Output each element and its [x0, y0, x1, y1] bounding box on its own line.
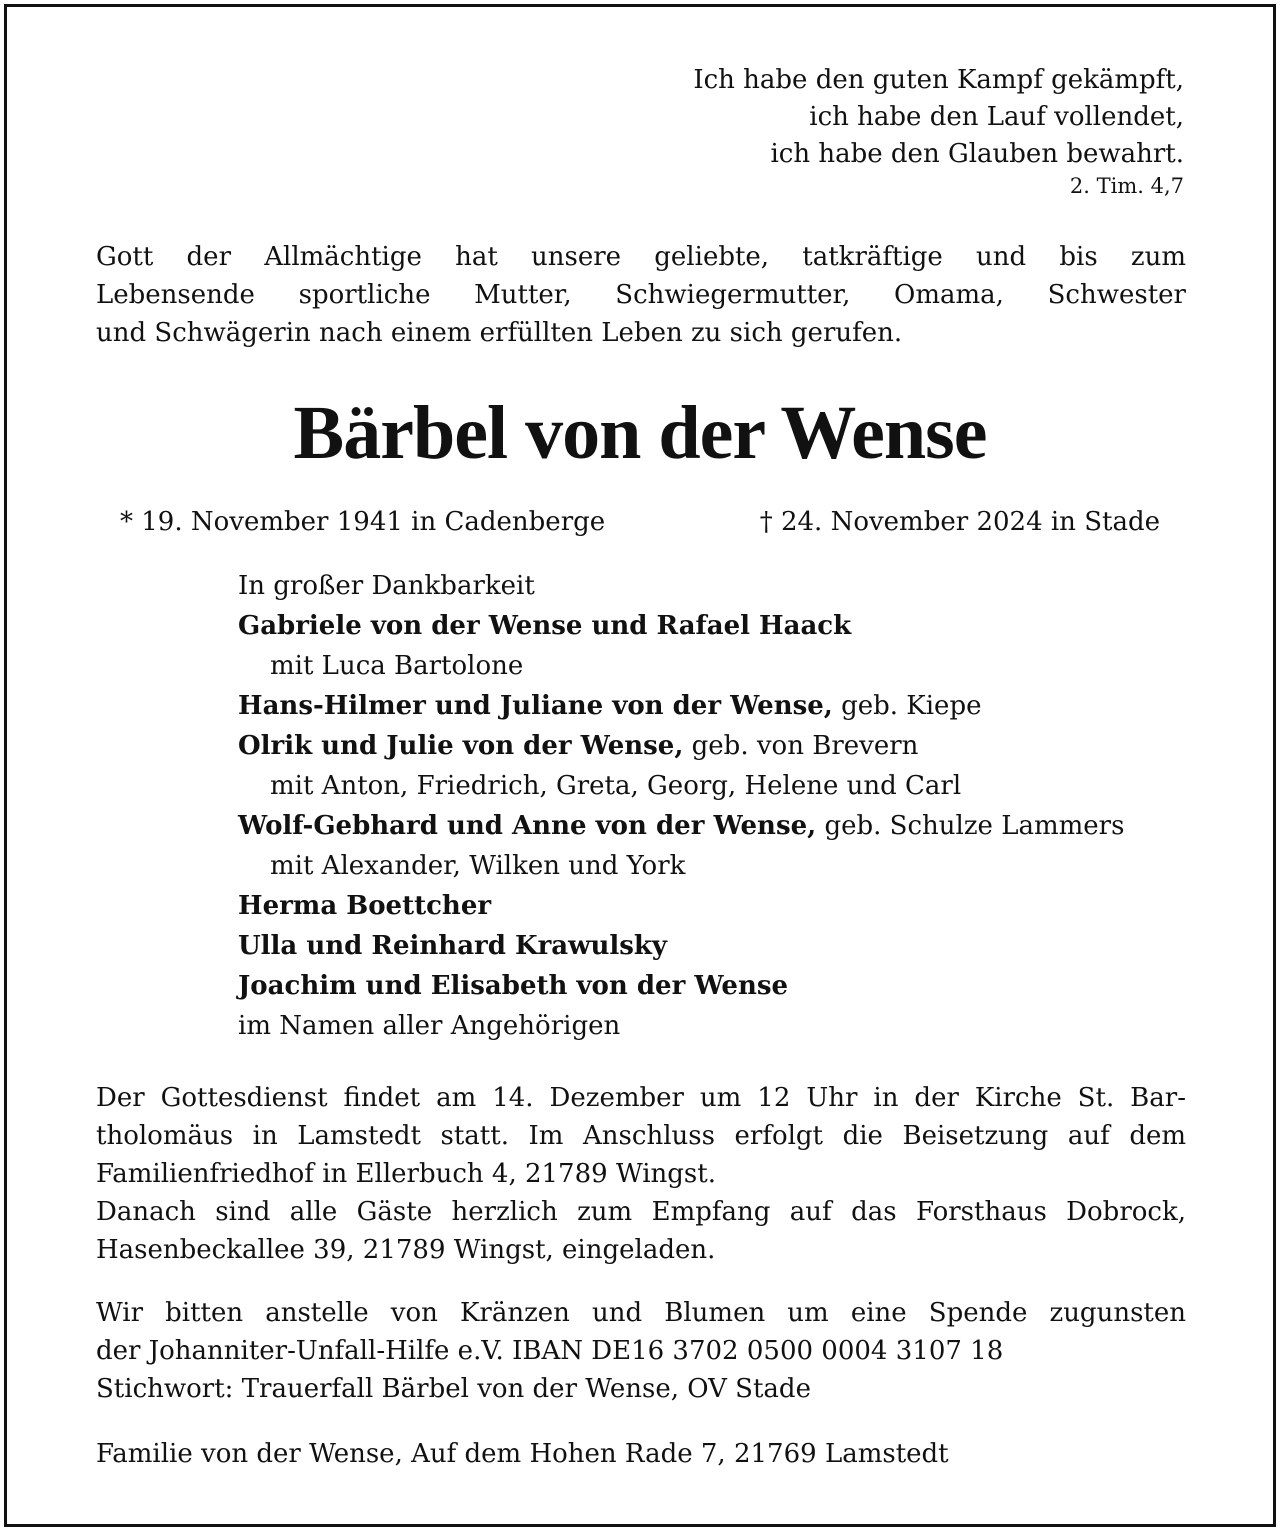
- intro-line: Lebensende sportliche Mutter, Schwiegermutter, Omama, Schwester: [96, 280, 1186, 310]
- mourner-children-line: mit Alexander, Wilken und York: [270, 851, 686, 881]
- service-line: Familienfriedhof in Ellerbuch 4, 21789 Wingst.: [96, 1159, 716, 1189]
- service-line: Danach sind alle Gäste herzlich zum Empfang auf das Forsthaus Dobrock,: [96, 1197, 1186, 1227]
- mourners-closing: im Namen aller Angehörigen: [238, 1011, 621, 1041]
- mourner-entry: [238, 886, 1124, 926]
- death-date: † 24. November 2024 in Stade: [759, 507, 1160, 537]
- mourner-entry: [238, 606, 1124, 646]
- verse-line: ich habe den Glauben bewahrt.: [770, 139, 1184, 169]
- mourners-list: [238, 566, 1124, 1046]
- intro-line: Gott der Allmächtige hat unsere geliebte, tatkräftige und bis zum: [96, 242, 1186, 272]
- verse-reference: 2. Tim. 4,7: [1069, 174, 1184, 198]
- service-paragraph: [96, 1079, 1186, 1269]
- verse-line: Ich habe den guten Kampf gekämpft,: [693, 65, 1184, 95]
- donation-line: Stichwort: Trauerfall Bärbel von der Wense, OV Stade: [96, 1374, 811, 1404]
- mourner-entry: [238, 806, 1124, 846]
- donation-line: Wir bitten anstelle von Kränzen und Blumen um eine Spende zugunsten: [96, 1298, 1186, 1328]
- service-line: Der Gottesdienst findet am 14. Dezember um 12 Uhr in der Kirche St. Bar-: [96, 1083, 1186, 1113]
- mourner-entries: [238, 606, 1124, 1006]
- mourner-maiden-name: geb. Kiepe: [832, 691, 982, 721]
- mourner-name: Ulla und Reinhard Krawulsky: [238, 931, 668, 961]
- mourner-name: Joachim und Elisabeth von der Wense: [238, 971, 789, 1001]
- mourner-children-line: mit Anton, Friedrich, Greta, Georg, Helene und Carl: [270, 771, 962, 801]
- mourner-entry: [238, 966, 1124, 1006]
- mourner-entry: [238, 926, 1124, 966]
- verse-line: ich habe den Lauf vollendet,: [809, 102, 1184, 132]
- donation-paragraph: [96, 1294, 1186, 1408]
- mourner-entry: [238, 726, 1124, 766]
- intro-line: und Schwägerin nach einem erfüllten Leben zu sich gerufen.: [96, 318, 903, 348]
- mourners-opening: In großer Dankbarkeit: [238, 571, 535, 601]
- mourner-name: Olrik und Julie von der Wense,: [238, 731, 684, 761]
- donation-line: der Johanniter-Unfall-Hilfe e.V. IBAN DE16 3702 0500 0004 3107 18: [96, 1336, 1004, 1366]
- mourner-entry: [238, 686, 1124, 726]
- mourner-name: Wolf-Gebhard und Anne von der Wense,: [238, 811, 817, 841]
- service-line: Hasenbeckallee 39, 21789 Wingst, eingeladen.: [96, 1235, 716, 1265]
- mourner-name: Gabriele von der Wense und Rafael Haack: [238, 611, 852, 641]
- deceased-name: Bärbel von der Wense: [293, 391, 987, 475]
- service-line: tholomäus in Lamstedt statt. Im Anschluss erfolgt die Beisetzung auf dem: [96, 1121, 1186, 1151]
- mourner-name: Hans-Hilmer und Juliane von der Wense,: [238, 691, 833, 721]
- address-line: Familie von der Wense, Auf dem Hohen Rade 7, 21769 Lamstedt: [96, 1439, 949, 1469]
- mourner-maiden-name: geb. Schulze Lammers: [816, 811, 1125, 841]
- birth-date: * 19. November 1941 in Cadenberge: [120, 507, 606, 537]
- mourner-maiden-name: geb. von Brevern: [683, 731, 919, 761]
- family-address: [96, 1435, 1186, 1473]
- mourner-children-line: mit Luca Bartolone: [270, 651, 524, 681]
- mourner-name: Herma Boettcher: [238, 891, 492, 921]
- intro-paragraph: [96, 238, 1186, 352]
- bible-verse: [693, 62, 1184, 199]
